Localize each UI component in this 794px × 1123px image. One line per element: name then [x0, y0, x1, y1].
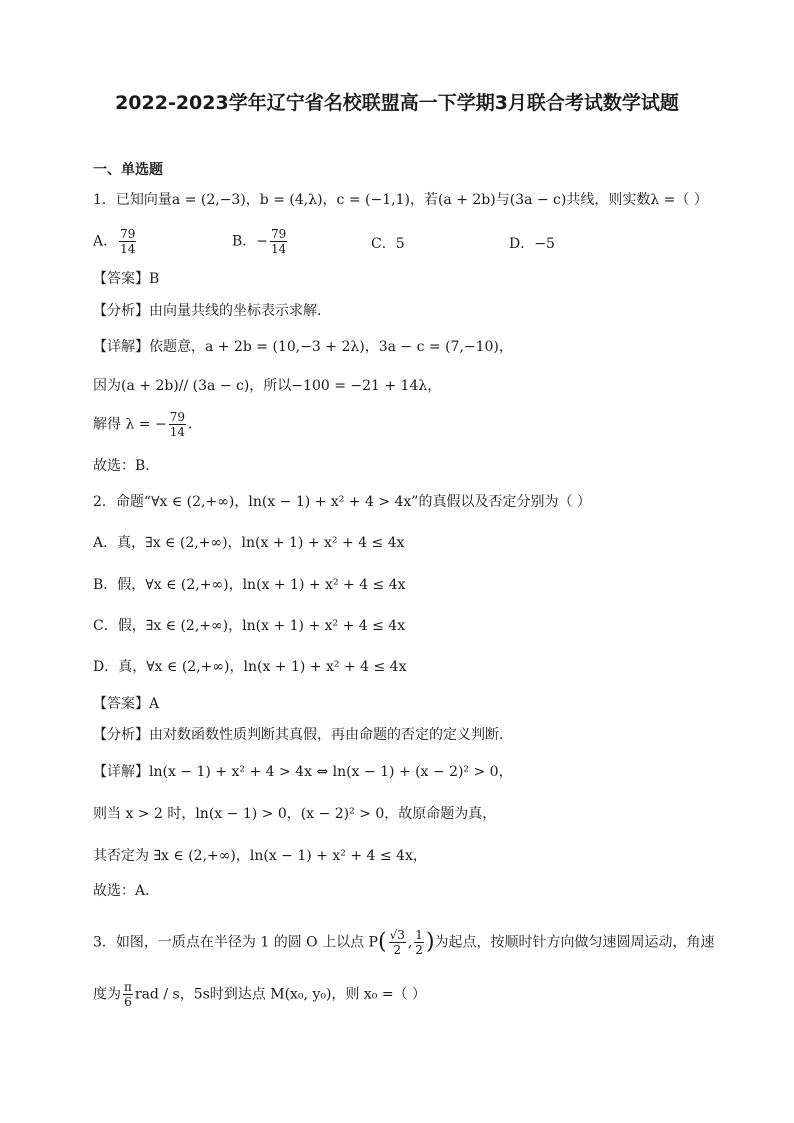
q1-detail-3-fraction — [169, 410, 186, 439]
q3-paren-open: ( — [377, 929, 387, 955]
q3-stem-suffix: 为起点，按顺时针方向做匀速圆周运动，角速 — [434, 934, 715, 951]
q2-detail-1: 【详解】ln(x − 1) + x² + 4 > 4x ⇔ ln(x − 1) + (x − 2)² > 0， — [93, 764, 513, 780]
q2-option-a: A．真，∃x ∈ (2,+∞)，ln(x + 1) + x² + 4 ≤ 4x — [93, 535, 405, 551]
q1-detail-3-numerator: 79 — [169, 410, 185, 424]
q1-option-b — [232, 227, 289, 256]
q2-answer: 【答案】A — [93, 696, 160, 712]
q3-angular-speed-denominator: 6 — [124, 995, 132, 1009]
q1-option-a-label: A． — [93, 233, 118, 250]
q3-point-x-denominator: 2 — [393, 943, 402, 957]
q1-detail-3 — [93, 410, 202, 439]
q2-analysis: 【分析】由对数函数性质判断其真假，再由命题的否定的定义判断． — [93, 727, 513, 743]
q3-stem-prefix: 3．如图，一质点在半径为 1 的圆 O 上以点 P — [93, 934, 378, 951]
q1-option-a — [93, 227, 138, 256]
q3-point-x-numerator: √3 — [389, 928, 405, 942]
q3-line-2-suffix: rad / s，5s时到达点 M(x₀, y₀)，则 x₀ =（ ） — [134, 986, 427, 1003]
q2-detail-2: 则当 x > 2 时，ln(x − 1) > 0，(x − 2)² > 0，故原命题为真， — [93, 806, 497, 822]
q1-option-b-label: B．− — [232, 233, 269, 250]
q1-option-a-numerator: 79 — [120, 227, 136, 241]
q1-analysis: 【分析】由向量共线的坐标表示求解． — [93, 303, 331, 319]
q3-point-y-numerator: 1 — [415, 928, 423, 942]
q1-detail-1: 【详解】依题意，a + 2b = (10,−3 + 2λ)，3a − c = (7,−10)， — [93, 339, 513, 355]
q3-angular-speed-numerator: π — [124, 980, 132, 994]
q2-detail-3: 其否定为 ∃x ∈ (2,+∞)，ln(x − 1) + x² + 4 ≤ 4x， — [93, 848, 427, 864]
q1-option-a-denominator: 14 — [120, 242, 136, 256]
q3-paren-close: ) — [425, 929, 435, 955]
q1-option-b-denominator: 14 — [271, 242, 287, 256]
q1-option-c: C．5 — [371, 236, 405, 252]
q1-option-d: D．−5 — [509, 236, 555, 252]
q3-line-2-prefix: 度为 — [93, 986, 121, 1003]
q1-option-b-fraction — [270, 227, 287, 256]
q3-stem — [93, 928, 715, 957]
q1-option-a-fraction — [119, 227, 136, 256]
q3-point-x-fraction — [389, 928, 406, 957]
q1-detail-3-suffix: ． — [187, 416, 202, 433]
q2-choose: 故选：A． — [93, 883, 160, 899]
q2-stem: 2．命题“∀x ∈ (2,+∞)，ln(x − 1) + x² + 4 > 4x”的真假以及否定分别为（ ） — [93, 494, 591, 510]
q3-line-2 — [93, 980, 426, 1009]
q1-detail-3-denominator: 14 — [169, 425, 185, 439]
q1-stem: 1．已知向量a = (2,−3)，b = (4,λ)，c = (−1,1)，若(a + 2b)与(3a − c)共线，则实数λ =（ ） — [93, 192, 708, 208]
q3-point-y-denominator: 2 — [415, 943, 423, 957]
q2-option-b: B．假，∀x ∈ (2,+∞)，ln(x + 1) + x² + 4 ≤ 4x — [93, 577, 406, 593]
q1-detail-2: 因为(a + 2b)// (3a − c)，所以−100 = −21 + 14λ， — [93, 378, 442, 394]
q2-option-c: C．假，∃x ∈ (2,+∞)，ln(x + 1) + x² + 4 ≤ 4x — [93, 618, 406, 634]
q1-choose: 故选：B． — [93, 458, 160, 474]
q2-option-d: D．真，∀x ∈ (2,+∞)，ln(x + 1) + x² + 4 ≤ 4x — [93, 659, 407, 675]
q1-detail-3-prefix: 解得 λ = − — [93, 416, 167, 433]
page-title: 2022-2023学年辽宁省名校联盟高一下学期3月联合考试数学试题 — [115, 92, 679, 114]
section-heading: 一、单选题 — [93, 162, 163, 178]
q1-answer: 【答案】B — [93, 271, 160, 287]
q3-comma: , — [407, 934, 413, 951]
q3-point-y-fraction — [414, 928, 424, 957]
q1-option-b-numerator: 79 — [271, 227, 287, 241]
q3-angular-speed-fraction — [123, 980, 133, 1009]
